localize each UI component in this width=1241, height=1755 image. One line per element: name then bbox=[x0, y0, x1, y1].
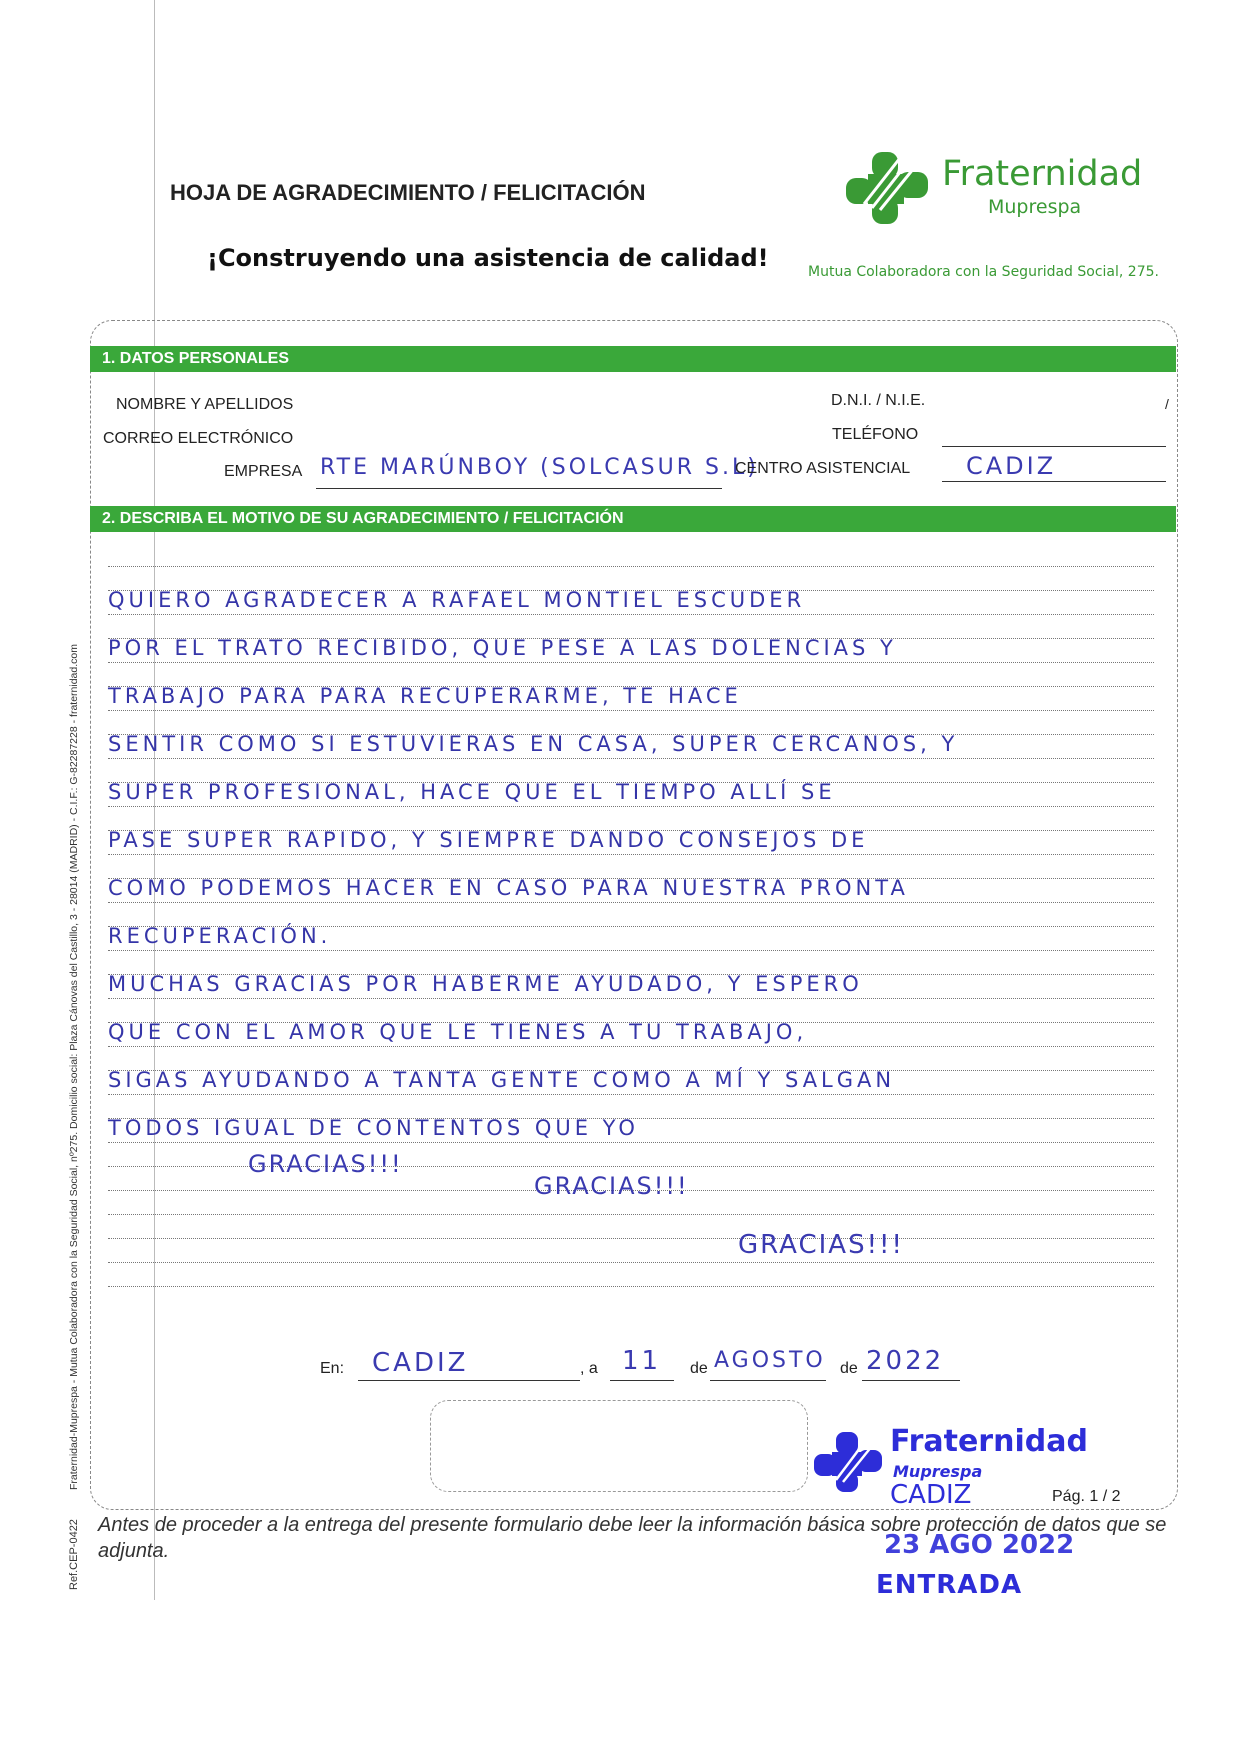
de-field-1[interactable] bbox=[710, 1380, 826, 1381]
en-label: En: bbox=[320, 1360, 345, 1377]
description-line: TODOS IGUAL DE CONTENTOS QUE YO bbox=[108, 1116, 639, 1140]
ruled-line bbox=[108, 1094, 1154, 1095]
ruled-line bbox=[108, 998, 1154, 999]
ruled-line bbox=[108, 614, 1154, 615]
description-line: RECUPERACIÓN. bbox=[108, 924, 332, 948]
dni-label: D.N.I. / N.I.E. bbox=[831, 392, 926, 409]
description-line: TRABAJO PARA PARA RECUPERARME, TE HACE bbox=[108, 684, 742, 708]
telefono-field[interactable] bbox=[942, 446, 1166, 447]
ruled-line bbox=[108, 566, 1154, 567]
logo-name: Fraternidad bbox=[942, 154, 1143, 194]
centro-field[interactable] bbox=[942, 481, 1166, 482]
centro-label: CENTRO ASISTENCIAL bbox=[735, 460, 911, 477]
de-label-2: de bbox=[840, 1360, 858, 1377]
de-value-2[interactable]: 2022 bbox=[866, 1346, 945, 1376]
de-field-2[interactable] bbox=[862, 1380, 960, 1381]
ruled-line bbox=[108, 710, 1154, 711]
ruled-line bbox=[108, 1238, 1154, 1239]
form-reference: Ref.CEP-0422 bbox=[68, 1519, 80, 1590]
ruled-line bbox=[108, 662, 1154, 663]
ruled-line bbox=[108, 950, 1154, 951]
description-line: QUE CON EL AMOR QUE LE TIENES A TU TRABAJO, bbox=[108, 1020, 808, 1044]
description-area[interactable] bbox=[108, 566, 1154, 1316]
signature-box[interactable] bbox=[430, 1400, 808, 1492]
a-value[interactable]: 11 bbox=[622, 1346, 662, 1376]
empresa-value[interactable]: RTE MARÚNBOY (SOLCASUR S.L) bbox=[320, 455, 759, 480]
en-field[interactable] bbox=[358, 1380, 580, 1381]
stamp-logo-icon bbox=[810, 1430, 888, 1494]
description-line: QUIERO AGRADECER A RAFAEL MONTIEL ESCUDER bbox=[108, 588, 806, 612]
form-subtitle: ¡Construyendo una asistencia de calidad! bbox=[207, 244, 769, 272]
description-line: PASE SUPER RAPIDO, Y SIEMPRE DANDO CONSEJOS DE bbox=[108, 828, 869, 852]
de-label-1: de bbox=[690, 1360, 708, 1377]
description-line: SUPER PROFESIONAL, HACE QUE EL TIEMPO ALLÍ SE bbox=[108, 780, 836, 804]
en-value[interactable]: CADIZ bbox=[372, 1348, 469, 1378]
de-value-1[interactable]: AGOSTO bbox=[714, 1348, 826, 1373]
centro-value[interactable]: CADIZ bbox=[966, 452, 1057, 480]
description-line: SENTIR COMO SI ESTUVIERAS EN CASA, SUPER CERCANOS, Y bbox=[108, 732, 959, 756]
description-line: COMO PODEMOS HACER EN CASO PARA NUESTRA PRONTA bbox=[108, 876, 909, 900]
thanks-3: GRACIAS!!! bbox=[738, 1230, 904, 1260]
description-line: POR EL TRATO RECIBIDO, QUE PESE A LAS DOLENCIAS Y bbox=[108, 636, 897, 660]
thanks-1: GRACIAS!!! bbox=[248, 1150, 403, 1178]
telefono-label: TELÉFONO bbox=[832, 426, 919, 443]
section2-header: 2. DESCRIBA EL MOTIVO DE SU AGRADECIMIENTO / FELICITACIÓN bbox=[90, 506, 1176, 532]
ruled-line bbox=[108, 806, 1154, 807]
page-number: Pág. 1 / 2 bbox=[1052, 1488, 1121, 1505]
ruled-line bbox=[108, 1142, 1154, 1143]
dni-field-end: / bbox=[1165, 396, 1169, 412]
logo-subname: Muprespa bbox=[988, 196, 1082, 218]
form-title: HOJA DE AGRADECIMIENTO / FELICITACIÓN bbox=[170, 180, 646, 205]
sidebar-legal-text: Fraternidad-Muprespa - Mutua Colaboradora con la Seguridad Social, nº275. Domicilio social: Plaza Cánovas del Castillo, 3 - 28014 (MADRID) - C.I.F.: G-82287228 - fraternidad.com bbox=[68, 644, 80, 1490]
empresa-field[interactable] bbox=[316, 488, 722, 489]
stamp-city: CADIZ bbox=[890, 1480, 972, 1510]
correo-label: CORREO ELECTRÓNICO bbox=[103, 430, 294, 447]
privacy-notice: Antes de proceder a la entrega del presente formulario debe leer la información básica sobre protección de datos que se adjunta. bbox=[98, 1514, 1167, 1562]
ruled-line bbox=[108, 1046, 1154, 1047]
mutua-caption: Mutua Colaboradora con la Seguridad Social, 275. bbox=[808, 264, 1159, 280]
stamp-date: 23 AGO 2022 bbox=[884, 1530, 1075, 1560]
stamp-entrada: ENTRADA bbox=[876, 1570, 1023, 1600]
ruled-line bbox=[108, 854, 1154, 855]
nombre-label: NOMBRE Y APELLIDOS bbox=[116, 396, 294, 413]
stamp-sub: Muprespa bbox=[893, 1462, 983, 1481]
section1-header: 1. DATOS PERSONALES bbox=[90, 346, 1176, 372]
ruled-line bbox=[108, 1214, 1154, 1215]
fraternidad-logo-icon bbox=[842, 148, 938, 228]
ruled-line bbox=[108, 1286, 1154, 1287]
a-field[interactable] bbox=[610, 1380, 674, 1381]
description-line: MUCHAS GRACIAS POR HABERME AYUDADO, Y ESPERO bbox=[108, 972, 863, 996]
stamp-name: Fraternidad bbox=[890, 1424, 1088, 1459]
ruled-line bbox=[108, 758, 1154, 759]
thanks-2: GRACIAS!!! bbox=[534, 1172, 689, 1200]
a-label: , a bbox=[580, 1360, 598, 1377]
description-line: SIGAS AYUDANDO A TANTA GENTE COMO A MÍ Y SALGAN bbox=[108, 1068, 896, 1092]
ruled-line bbox=[108, 1262, 1154, 1263]
ruled-line bbox=[108, 902, 1154, 903]
empresa-label: EMPRESA bbox=[224, 463, 303, 480]
